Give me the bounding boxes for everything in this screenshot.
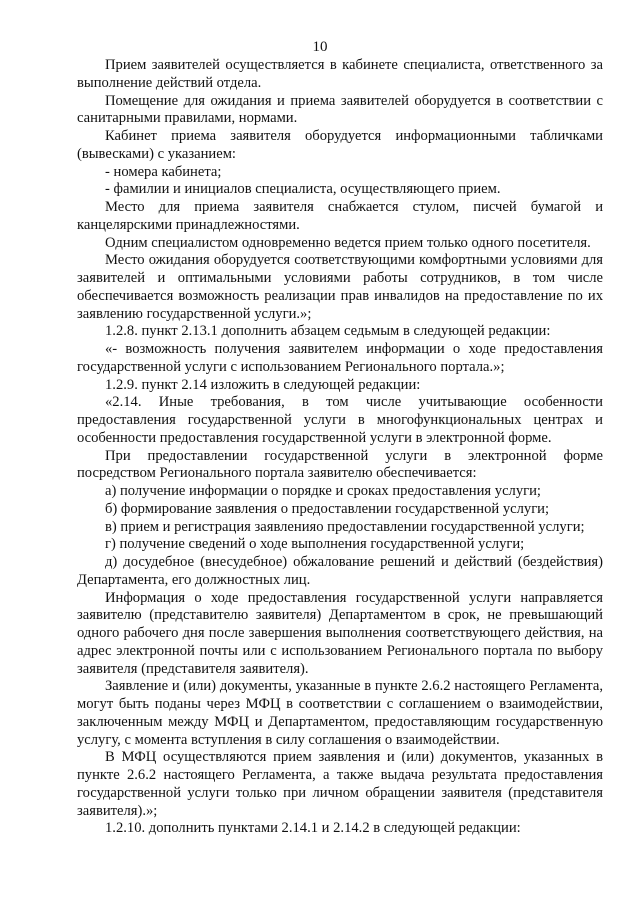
paragraph: 1.2.10. дополнить пунктами 2.14.1 и 2.14.2 в следующей редакции: bbox=[105, 820, 521, 837]
paragraph: Кабинет приема заявителя оборудуется информационными табличками (вывесками) с указанием: bbox=[77, 128, 603, 162]
list-item: б) формирование заявления о предоставлении государственной услуги; bbox=[105, 500, 550, 517]
paragraph: В МФЦ осуществляются прием заявления и (или) документов, указанных в пункте 2.6.2 настоящего Регламента, а также выдача результата предоставления государственной услуги только при личном обращении заявителя (представителя заявителя).»; bbox=[77, 749, 603, 819]
paragraph: Помещение для ожидания и приема заявителей оборудуется в соответствии с санитарными правилами, нормами. bbox=[77, 92, 603, 127]
list-item: г) получение сведений о ходе выполнения государственной услуги; bbox=[105, 536, 525, 553]
paragraph: Место ожидания оборудуется соответствующими комфортными условиями для заявителей и оптимальными условиями работы сотрудников, в том числе обеспечивается возможность реализации прав инвалидов на предоставление по их заявлению государственной услуги.»; bbox=[77, 252, 603, 322]
paragraph: «- возможность получения заявителем информации о ходе предоставления государственной услуги с использованием Регионального портала.»; bbox=[77, 341, 603, 375]
list-item: а) получение информации о порядке и сроках предоставления услуги; bbox=[105, 483, 541, 499]
paragraph: 1.2.8. пункт 2.13.1 дополнить абзацем седьмым в следующей редакции: bbox=[105, 323, 551, 340]
paragraph: - фамилии и инициалов специалиста, осуществляющего прием. bbox=[105, 181, 501, 198]
paragraph: Информация о ходе предоставления государственной услуги направляется заявителю (представителю заявителя) Департаментом в срок, не превышающий одного рабочего дня после завершения выполнения соответствующего действия, на адрес электронной почты или с использованием Регионального портала по выбору заявителя (представителя заявителя). bbox=[77, 589, 603, 677]
paragraph: - номера кабинета; bbox=[105, 163, 222, 180]
paragraph: Место для приема заявителя снабжается стулом, писчей бумагой и канцелярскими принадлежностями. bbox=[77, 199, 603, 233]
paragraph: Одним специалистом одновременно ведется прием только одного посетителя. bbox=[105, 234, 591, 251]
page-number: 10 bbox=[312, 39, 328, 55]
paragraph: Заявление и (или) документы, указанные в пункте 2.6.2 настоящего Регламента, могут быть поданы через МФЦ в соответствии с соглашением о взаимодействии, заключенным между МФЦ и Департаментом, предоставляющим государственную услугу, с момента вступления в силу соглашения о взаимодействии. bbox=[77, 678, 603, 748]
document-body bbox=[77, 57, 603, 838]
paragraph: «2.14. Иные требования, в том числе учитывающие особенности предоставления государственной услуги в многофункциональных центрах и особенности предоставления государственной услуги в электронной форме. bbox=[77, 394, 603, 446]
paragraph: Прием заявителей осуществляется в кабинете специалиста, ответственного за выполнение действий отдела. bbox=[77, 57, 603, 91]
paragraph: При предоставлении государственной услуги в электронной форме посредством Регионального портала заявителю обеспечивается: bbox=[77, 447, 603, 482]
list-item: в) прием и регистрация заявленияо предоставлении государственной услуги; bbox=[105, 518, 585, 535]
list-item: д) досудебное (внесудебное) обжалование решений и действий (бездействия) Департамента, его должностных лиц. bbox=[77, 554, 603, 588]
paragraph: 1.2.9. пункт 2.14 изложить в следующей редакции: bbox=[105, 376, 421, 393]
